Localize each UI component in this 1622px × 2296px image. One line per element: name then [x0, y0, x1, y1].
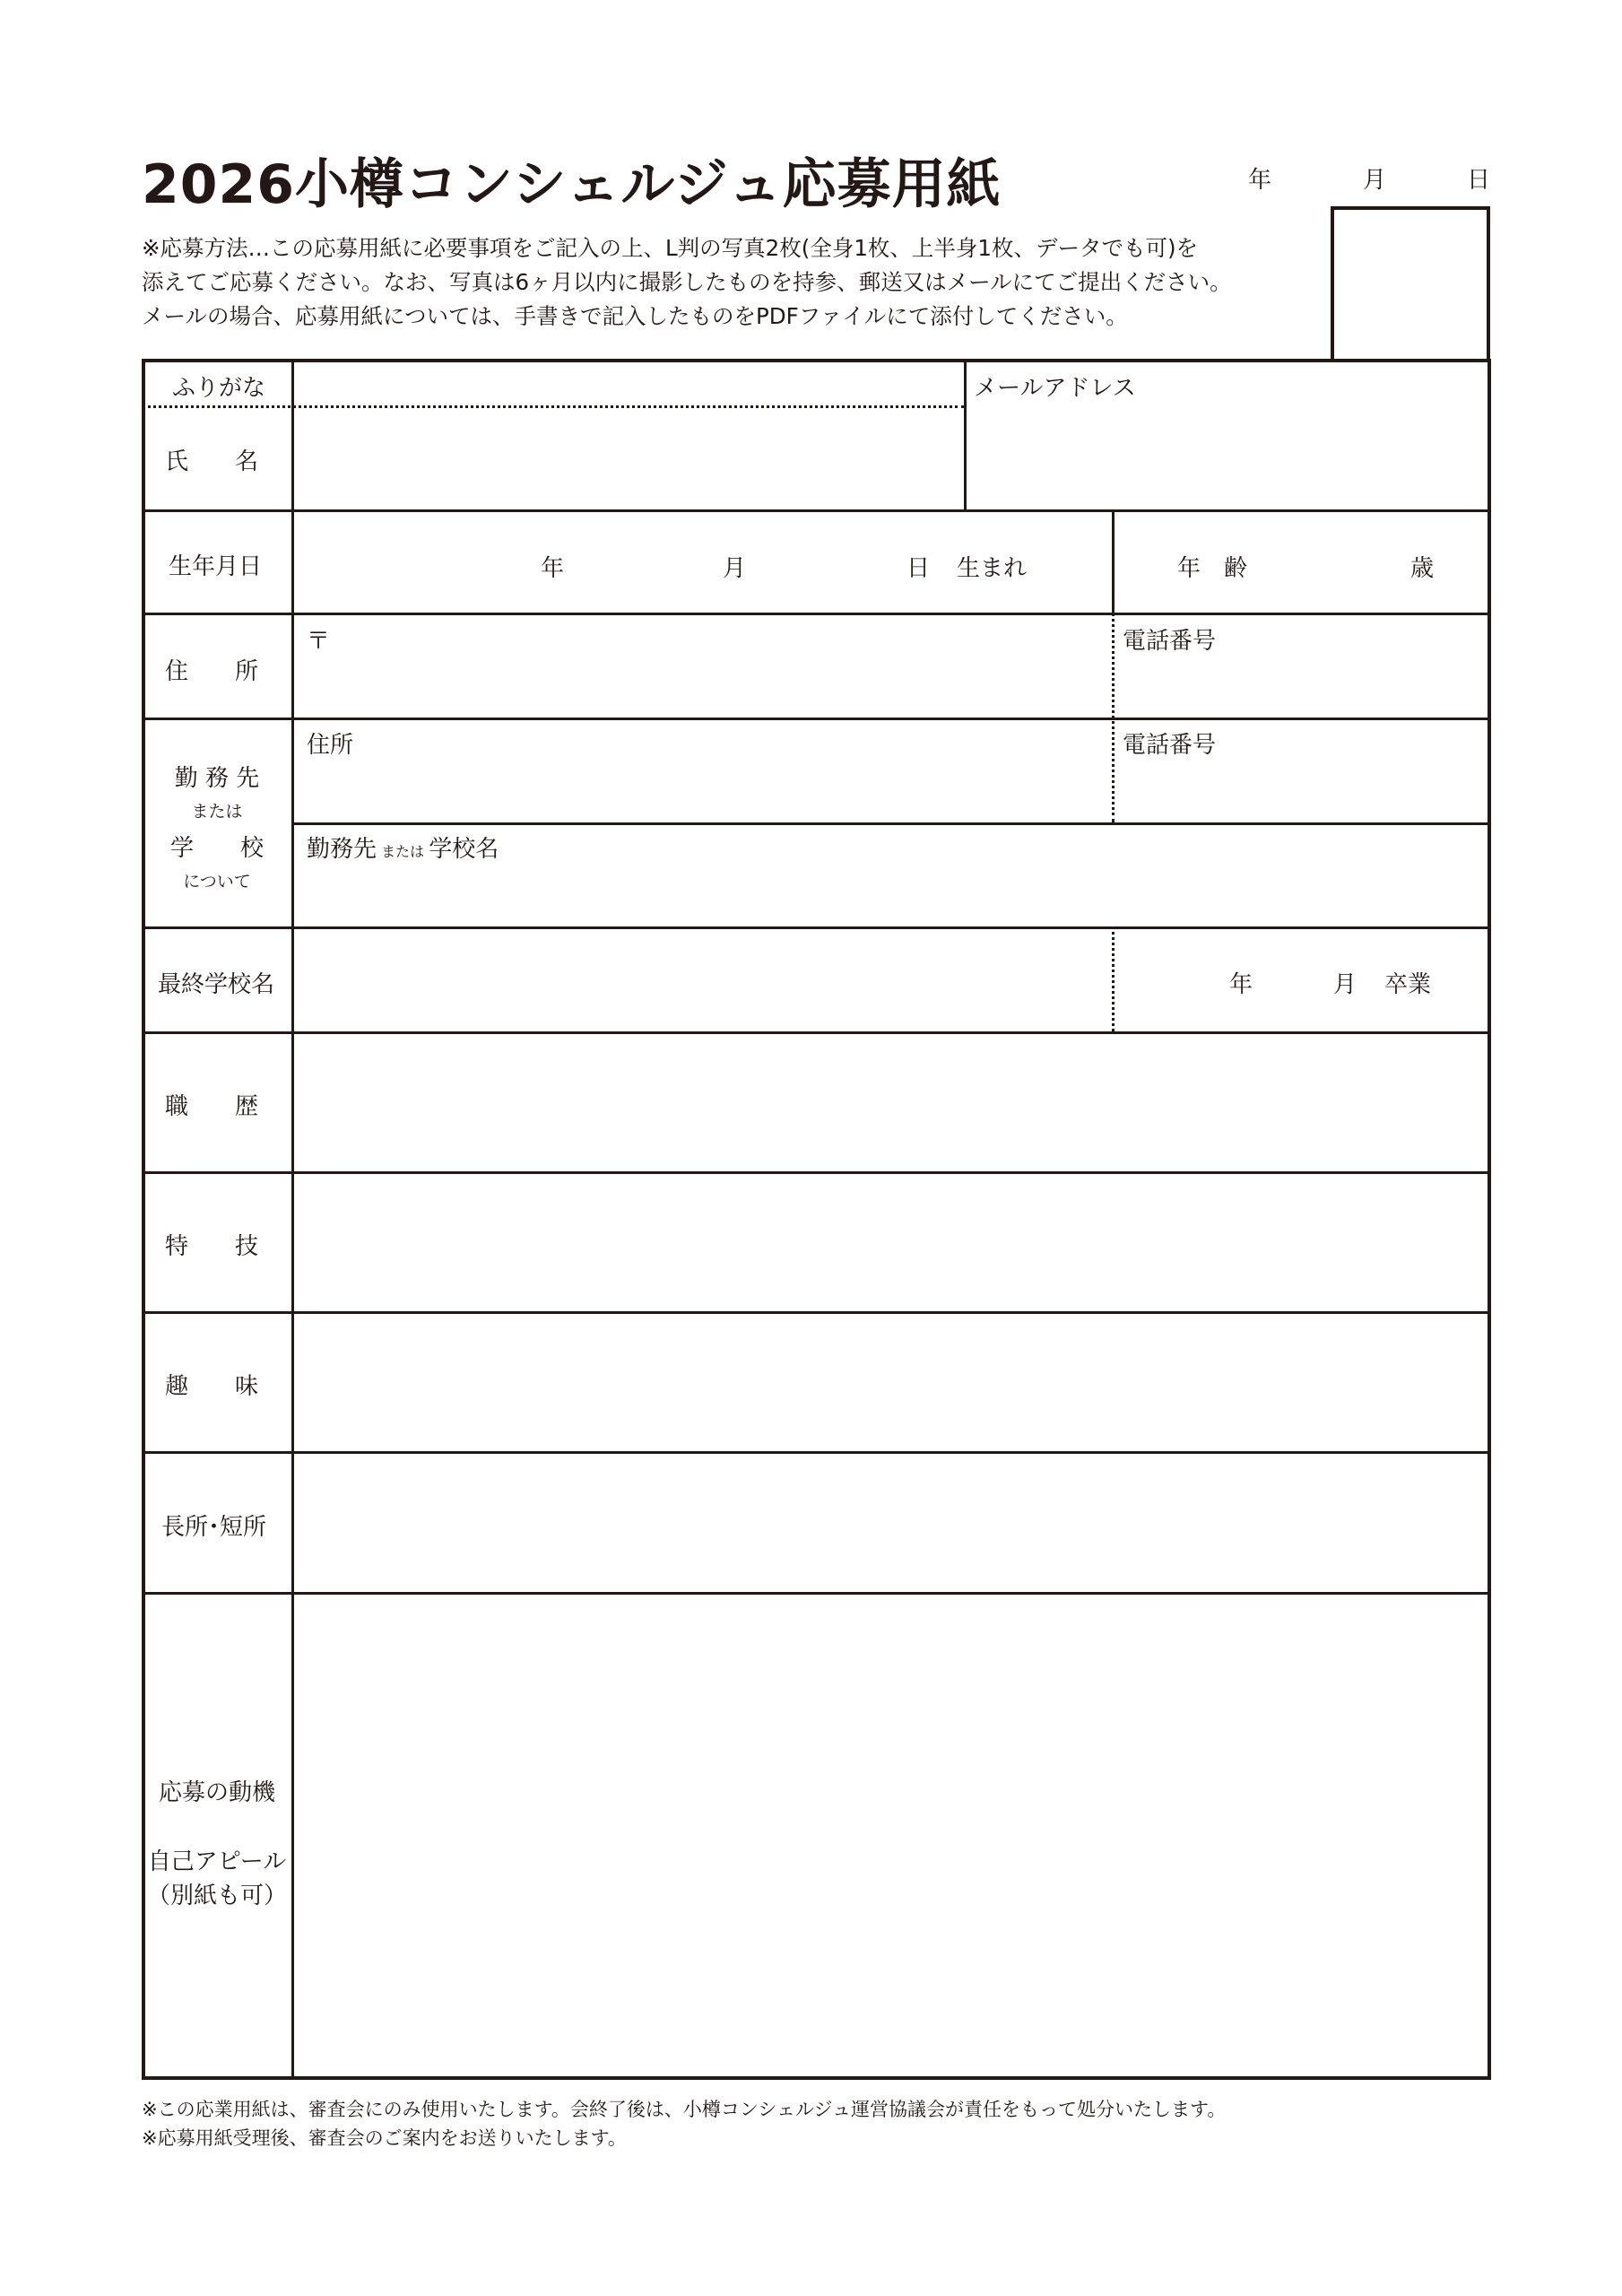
work-phone-field[interactable] — [1116, 722, 1487, 819]
school-title-label: 学 校 — [169, 835, 264, 862]
address-label: 住 所 — [165, 658, 259, 685]
graduation-field[interactable] — [1116, 931, 1487, 1028]
skills-field[interactable] — [296, 1176, 1487, 1308]
birthdate-label: 生年月日 — [169, 553, 263, 580]
skills-label: 特 技 — [165, 1233, 259, 1260]
date-month-label: 月 — [1363, 167, 1387, 194]
work-title-label: 勤 務 先 — [174, 765, 260, 792]
address-field[interactable] — [296, 617, 1107, 714]
instructions-line-2: 添えてご応募ください。なお、写真は6ヶ月以内に撮影したものを持参、郵送又はメールにてご提出ください。 — [142, 269, 1232, 295]
graduation-dotted-divider — [1112, 926, 1115, 1031]
birthdate-field[interactable] — [296, 513, 1107, 610]
row-divider-work — [142, 926, 1491, 929]
row-divider-skills — [142, 1311, 1491, 1314]
work-or-label: または — [191, 802, 243, 822]
row-divider-name — [142, 509, 1491, 512]
strengths-weaknesses-field[interactable] — [296, 1456, 1487, 1588]
footer-note-1: ※この応業用紙は、審査会にのみ使用いたします。会終了後は、小樽コンシェルジュ運営協議会が責任をもって処分いたします。 — [142, 2099, 1227, 2120]
instructions-line-1: ※応募方法…この応募用紙に必要事項をご記入の上、L判の写真2枚(全身1枚、上半身1枚、データでも可)を — [142, 235, 1199, 261]
date-day-label: 日 — [1467, 167, 1491, 194]
birth-month-label: 月 — [723, 555, 747, 582]
name-label: 氏 名 — [165, 448, 259, 475]
age-column-divider — [1112, 509, 1115, 613]
birth-day-label: 日 — [906, 555, 931, 582]
application-instructions — [142, 231, 1298, 334]
instructions-line-3: メールの場合、応募用紙については、手書きで記入したものをPDFファイルにて添付してください。 — [142, 303, 1128, 329]
row-divider-career — [142, 1171, 1491, 1174]
strengths-weaknesses-label: 長所･短所 — [161, 1514, 267, 1541]
grad-suffix-label: 卒業 — [1384, 971, 1432, 998]
email-column-divider — [964, 359, 967, 509]
work-address-label: 住所 — [307, 732, 354, 759]
birth-suffix-label: 生まれ — [957, 555, 1028, 582]
photo-box — [1331, 206, 1490, 361]
work-phone-label: 電話番号 — [1123, 732, 1217, 759]
furigana-label: ふりがな — [172, 375, 266, 402]
name-field[interactable] — [296, 409, 961, 508]
age-unit-label: 歳 — [1410, 555, 1435, 582]
work-name-label-a: 勤務先 — [307, 836, 377, 863]
form-title: 2026小樽コンシェルジュ応募用紙 — [142, 153, 1002, 216]
age-field[interactable] — [1116, 513, 1487, 610]
separate-sheet-label: （別紙も可） — [146, 1883, 287, 1909]
birth-year-label: 年 — [541, 555, 565, 582]
hobbies-field[interactable] — [296, 1316, 1487, 1448]
row-divider-school — [142, 1031, 1491, 1034]
row-divider-birth — [142, 613, 1491, 615]
phone-field[interactable] — [1116, 617, 1487, 714]
career-label: 職 歴 — [165, 1093, 259, 1120]
hobbies-label: 趣 味 — [165, 1373, 259, 1400]
age-label: 年 齢 — [1177, 555, 1248, 582]
motivation-self-pr-field[interactable] — [296, 1596, 1487, 2075]
motivation-label: 応募の動機 — [158, 1779, 275, 1806]
postal-mark: 〒 — [307, 628, 331, 655]
email-field[interactable] — [968, 404, 1487, 507]
email-label: メールアドレス — [974, 375, 1136, 402]
grad-month-label: 月 — [1333, 971, 1357, 998]
work-name-field[interactable] — [296, 827, 1487, 923]
date-year-label: 年 — [1248, 167, 1272, 194]
row-divider-strengths — [142, 1592, 1491, 1595]
row-divider-work-inner — [291, 822, 1491, 825]
self-pr-label: 自己アピール — [147, 1848, 287, 1875]
work-address-field[interactable] — [296, 722, 1107, 819]
last-school-label: 最終学校名 — [158, 971, 275, 998]
phone-dotted-divider — [1112, 613, 1115, 822]
career-field[interactable] — [296, 1036, 1487, 1168]
grad-year-label: 年 — [1229, 971, 1253, 998]
work-name-label-or: または — [381, 843, 425, 860]
row-divider-address — [142, 718, 1491, 720]
furigana-dotted-divider — [142, 405, 964, 408]
last-school-field[interactable] — [296, 931, 1107, 1028]
phone-label: 電話番号 — [1123, 628, 1217, 655]
work-name-label-b: 学校名 — [429, 836, 499, 863]
work-about-label: について — [183, 872, 251, 891]
row-divider-hobbies — [142, 1451, 1491, 1454]
footer-note-2: ※応募用紙受理後、審査会のご案内をお送りいたします。 — [142, 2127, 627, 2149]
label-column-divider — [291, 359, 294, 2080]
furigana-field[interactable] — [296, 362, 961, 404]
